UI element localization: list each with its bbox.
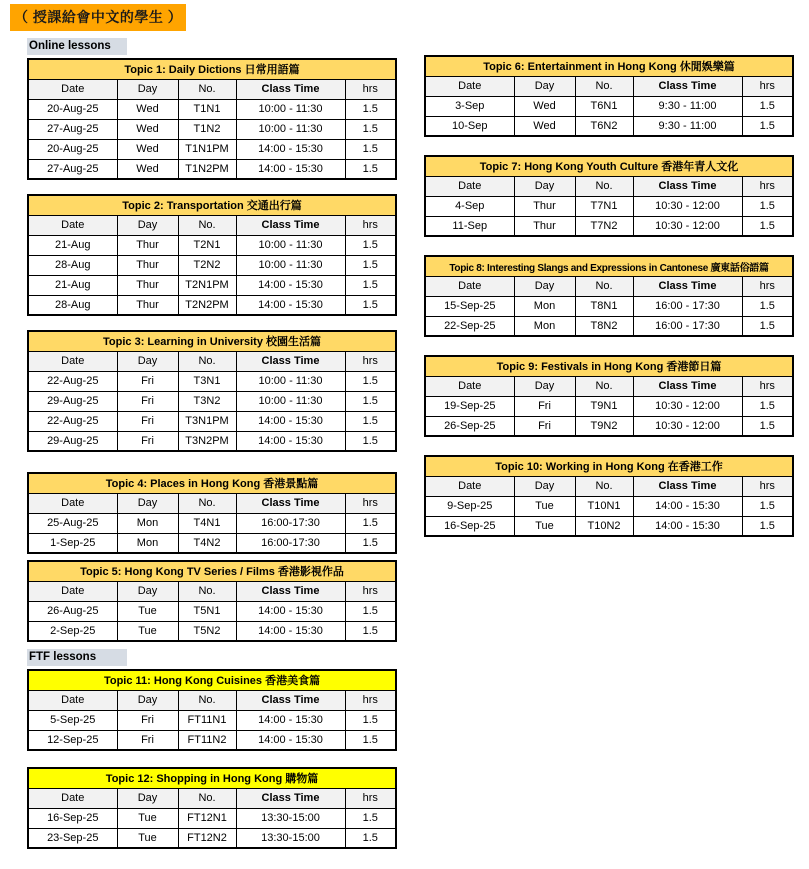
topic-9-colheader-hrs: hrs [742,376,793,396]
topic-4-cell-hrs: 1.5 [345,533,396,553]
topic-1-row [28,119,396,139]
topic-8-colheader-date: Date [425,276,514,296]
topic-2-cell-day: Thur [117,235,178,255]
topic-10-colheader-hrs: hrs [742,476,793,496]
topic-2-cell-no: T2N1 [178,235,236,255]
topic-12-row [28,808,396,828]
topic-9-cell-day: Fri [514,416,575,436]
topic-12-cell-classtime: 13:30-15:00 [236,828,345,848]
online-lessons-label: Online lessons [27,38,127,55]
topic-4-cell-hrs: 1.5 [345,513,396,533]
topic-1-cell-day: Wed [117,119,178,139]
topic-1-cell-date: 20-Aug-25 [28,139,117,159]
topic-6-colheader-no: No. [575,76,633,96]
topic-1-cell-no: T1N1PM [178,139,236,159]
topic-1-cell-date: 27-Aug-25 [28,119,117,139]
topic-3-cell-day: Fri [117,391,178,411]
topic-1-colheader-no: No. [178,79,236,99]
topic-9-cell-classtime: 10:30 - 12:00 [633,416,742,436]
topic-6-cell-no: T6N2 [575,116,633,136]
topic-6-cell-classtime: 9:30 - 11:00 [633,96,742,116]
topic-3-cell-no: T3N2 [178,391,236,411]
topic-9-cell-hrs: 1.5 [742,396,793,416]
topic-5-colheader-hrs: hrs [345,581,396,601]
topic-1-cell-classtime: 14:00 - 15:30 [236,159,345,179]
topic-3-cell-date: 29-Aug-25 [28,431,117,451]
topic-1-cell-day: Wed [117,159,178,179]
topic-5-cell-classtime: 14:00 - 15:30 [236,621,345,641]
topic-2-cell-date: 28-Aug [28,255,117,275]
topic-12-cell-hrs: 1.5 [345,808,396,828]
topic-4-row [28,533,396,553]
topic-8-cell-hrs: 1.5 [742,296,793,316]
topic-1-colheader-classtime: Class Time [236,79,345,99]
topic-10-row [425,496,793,516]
topic-6-cell-date: 3-Sep [425,96,514,116]
topic-3-title: Topic 3: Learning in University 校園生活篇 [28,331,396,351]
topic-5-cell-no: T5N2 [178,621,236,641]
topic-2-cell-no: T2N1PM [178,275,236,295]
topic-12-cell-no: FT12N1 [178,808,236,828]
topic-11-title: Topic 11: Hong Kong Cuisines 香港美食篇 [28,670,396,690]
topic-7-cell-date: 11-Sep [425,216,514,236]
topic-3-colheader-no: No. [178,351,236,371]
topic-3-cell-hrs: 1.5 [345,371,396,391]
topic-9-cell-hrs: 1.5 [742,416,793,436]
topic-2-cell-date: 28-Aug [28,295,117,315]
topic-7-colheader-date: Date [425,176,514,196]
topic-12-cell-date: 23-Sep-25 [28,828,117,848]
topic-3-cell-day: Fri [117,431,178,451]
topic-7-cell-date: 4-Sep [425,196,514,216]
topic-12-colheader-no: No. [178,788,236,808]
topic-10-row [425,516,793,536]
topic-7-cell-no: T7N1 [575,196,633,216]
topic-11-row [28,730,396,750]
topic-3-cell-date: 22-Aug-25 [28,371,117,391]
topic-2-row [28,275,396,295]
topic-6-row [425,116,793,136]
topic-10-colheader-day: Day [514,476,575,496]
topic-2-cell-classtime: 14:00 - 15:30 [236,275,345,295]
topic-2-colheader-no: No. [178,215,236,235]
topic-1-cell-hrs: 1.5 [345,159,396,179]
topic-1-cell-day: Wed [117,99,178,119]
topic-11-cell-date: 5-Sep-25 [28,710,117,730]
topic-1-row [28,99,396,119]
topic-7-colheader-no: No. [575,176,633,196]
ftf-lessons-tables [27,669,395,849]
topic-5-colheader-day: Day [117,581,178,601]
topic-2-cell-date: 21-Aug [28,275,117,295]
topic-12-table [27,767,397,849]
topic-7-colheader-classtime: Class Time [633,176,742,196]
topic-2-cell-hrs: 1.5 [345,255,396,275]
topic-7-colheader-day: Day [514,176,575,196]
topic-12-colheader-classtime: Class Time [236,788,345,808]
topic-4-title: Topic 4: Places in Hong Kong 香港景點篇 [28,473,396,493]
topic-12-cell-no: FT12N2 [178,828,236,848]
topic-3-cell-day: Fri [117,411,178,431]
topic-12-cell-date: 16-Sep-25 [28,808,117,828]
topic-8-colheader-hrs: hrs [742,276,793,296]
topic-2-title: Topic 2: Transportation 交通出行篇 [28,195,396,215]
topic-3-cell-classtime: 10:00 - 11:30 [236,391,345,411]
topic-5-cell-day: Tue [117,601,178,621]
topic-5-title: Topic 5: Hong Kong TV Series / Films 香港影視作品 [28,561,396,581]
topic-10-cell-no: T10N1 [575,496,633,516]
topic-7-cell-classtime: 10:30 - 12:00 [633,216,742,236]
topic-9-cell-no: T9N2 [575,416,633,436]
topic-4-colheader-hrs: hrs [345,493,396,513]
topic-2-colheader-classtime: Class Time [236,215,345,235]
topic-3-colheader-date: Date [28,351,117,371]
topic-1-cell-classtime: 14:00 - 15:30 [236,139,345,159]
topic-2-cell-classtime: 10:00 - 11:30 [236,235,345,255]
topic-8-cell-no: T8N1 [575,296,633,316]
topic-8-cell-day: Mon [514,316,575,336]
topic-1-cell-hrs: 1.5 [345,139,396,159]
topic-11-cell-classtime: 14:00 - 15:30 [236,730,345,750]
topic-3-cell-hrs: 1.5 [345,431,396,451]
topic-8-row [425,316,793,336]
topic-8-cell-date: 15-Sep-25 [425,296,514,316]
topic-11-colheader-classtime: Class Time [236,690,345,710]
topic-2-cell-classtime: 10:00 - 11:30 [236,255,345,275]
topic-3-table [27,330,397,452]
topic-1-cell-no: T1N2PM [178,159,236,179]
topic-4-cell-no: T4N2 [178,533,236,553]
topic-5-row [28,621,396,641]
topic-2-cell-hrs: 1.5 [345,295,396,315]
topic-1-colheader-hrs: hrs [345,79,396,99]
topic-1-cell-hrs: 1.5 [345,99,396,119]
topic-9-colheader-date: Date [425,376,514,396]
topic-5-cell-date: 2-Sep-25 [28,621,117,641]
topic-8-cell-classtime: 16:00 - 17:30 [633,316,742,336]
topic-8-table [424,255,794,337]
topic-7-cell-no: T7N2 [575,216,633,236]
topic-11-cell-date: 12-Sep-25 [28,730,117,750]
topic-9-cell-date: 19-Sep-25 [425,396,514,416]
topic-3-row [28,371,396,391]
topic-6-cell-classtime: 9:30 - 11:00 [633,116,742,136]
topic-4-colheader-no: No. [178,493,236,513]
topic-4-cell-classtime: 16:00-17:30 [236,533,345,553]
topic-12-row [28,828,396,848]
topic-6-cell-no: T6N1 [575,96,633,116]
online-lessons-left-tables [27,58,395,642]
topic-10-cell-hrs: 1.5 [742,516,793,536]
topic-1-row [28,139,396,159]
topic-10-colheader-no: No. [575,476,633,496]
topic-5-table [27,560,397,642]
topic-5-cell-day: Tue [117,621,178,641]
topic-8-cell-day: Mon [514,296,575,316]
topic-11-cell-no: FT11N2 [178,730,236,750]
topic-5-colheader-no: No. [178,581,236,601]
page-title: （ 授課給會中文的學生 ） [10,4,186,31]
topic-10-cell-date: 16-Sep-25 [425,516,514,536]
topic-7-cell-day: Thur [514,196,575,216]
topic-3-cell-hrs: 1.5 [345,391,396,411]
topic-7-row [425,196,793,216]
topic-10-cell-day: Tue [514,496,575,516]
topic-2-colheader-hrs: hrs [345,215,396,235]
topic-6-colheader-hrs: hrs [742,76,793,96]
topic-4-cell-date: 25-Aug-25 [28,513,117,533]
topic-4-cell-date: 1-Sep-25 [28,533,117,553]
topic-2-row [28,255,396,275]
topic-10-cell-date: 9-Sep-25 [425,496,514,516]
topic-1-cell-hrs: 1.5 [345,119,396,139]
topic-11-cell-classtime: 14:00 - 15:30 [236,710,345,730]
topic-3-row [28,411,396,431]
topic-8-cell-no: T8N2 [575,316,633,336]
topic-11-cell-day: Fri [117,730,178,750]
topic-10-colheader-date: Date [425,476,514,496]
topic-5-colheader-date: Date [28,581,117,601]
topic-8-cell-classtime: 16:00 - 17:30 [633,296,742,316]
topic-11-colheader-hrs: hrs [345,690,396,710]
topic-4-colheader-date: Date [28,493,117,513]
topic-9-row [425,416,793,436]
topic-1-cell-day: Wed [117,139,178,159]
topic-8-colheader-day: Day [514,276,575,296]
topic-1-table [27,58,397,180]
topic-3-cell-classtime: 14:00 - 15:30 [236,431,345,451]
topic-12-cell-day: Tue [117,828,178,848]
topic-3-cell-date: 29-Aug-25 [28,391,117,411]
topic-12-cell-classtime: 13:30-15:00 [236,808,345,828]
topic-4-cell-day: Mon [117,513,178,533]
topic-4-cell-day: Mon [117,533,178,553]
topic-2-cell-hrs: 1.5 [345,235,396,255]
topic-2-row [28,235,396,255]
topic-10-colheader-classtime: Class Time [633,476,742,496]
topic-11-colheader-date: Date [28,690,117,710]
topic-2-cell-date: 21-Aug [28,235,117,255]
topic-12-colheader-hrs: hrs [345,788,396,808]
topic-11-colheader-no: No. [178,690,236,710]
topic-11-row [28,710,396,730]
topic-1-colheader-day: Day [117,79,178,99]
topic-6-cell-date: 10-Sep [425,116,514,136]
topic-5-row [28,601,396,621]
topic-7-colheader-hrs: hrs [742,176,793,196]
topic-3-cell-hrs: 1.5 [345,411,396,431]
topic-11-table [27,669,397,751]
topic-9-cell-day: Fri [514,396,575,416]
topic-6-colheader-classtime: Class Time [633,76,742,96]
topic-10-cell-classtime: 14:00 - 15:30 [633,516,742,536]
topic-2-cell-no: T2N2PM [178,295,236,315]
topic-9-colheader-no: No. [575,376,633,396]
topic-7-cell-hrs: 1.5 [742,196,793,216]
topic-12-colheader-date: Date [28,788,117,808]
topic-10-table [424,455,794,537]
topic-3-cell-classtime: 10:00 - 11:30 [236,371,345,391]
topic-5-cell-date: 26-Aug-25 [28,601,117,621]
topic-5-colheader-classtime: Class Time [236,581,345,601]
topic-3-colheader-classtime: Class Time [236,351,345,371]
topic-3-cell-day: Fri [117,371,178,391]
topic-3-cell-no: T3N1 [178,371,236,391]
topic-8-colheader-classtime: Class Time [633,276,742,296]
topic-8-row [425,296,793,316]
topic-12-colheader-day: Day [117,788,178,808]
topic-10-title: Topic 10: Working in Hong Kong 在香港工作 [425,456,793,476]
topic-2-cell-hrs: 1.5 [345,275,396,295]
topic-5-cell-classtime: 14:00 - 15:30 [236,601,345,621]
topic-8-cell-date: 22-Sep-25 [425,316,514,336]
topic-7-cell-classtime: 10:30 - 12:00 [633,196,742,216]
topic-3-colheader-day: Day [117,351,178,371]
topic-1-cell-classtime: 10:00 - 11:30 [236,119,345,139]
topic-7-row [425,216,793,236]
topic-10-cell-day: Tue [514,516,575,536]
topic-6-cell-day: Wed [514,96,575,116]
topic-4-cell-classtime: 16:00-17:30 [236,513,345,533]
topic-7-cell-day: Thur [514,216,575,236]
topic-6-colheader-date: Date [425,76,514,96]
topic-7-title: Topic 7: Hong Kong Youth Culture 香港年青人文化 [425,156,793,176]
topic-2-colheader-date: Date [28,215,117,235]
topic-2-cell-day: Thur [117,275,178,295]
topic-1-cell-date: 27-Aug-25 [28,159,117,179]
topic-1-title: Topic 1: Daily Dictions 日常用語篇 [28,59,396,79]
topic-4-colheader-day: Day [117,493,178,513]
topic-4-cell-no: T4N1 [178,513,236,533]
topic-6-cell-hrs: 1.5 [742,116,793,136]
topic-11-cell-day: Fri [117,710,178,730]
ftf-lessons-label: FTF lessons [27,649,127,666]
topic-9-row [425,396,793,416]
topic-7-cell-hrs: 1.5 [742,216,793,236]
topic-12-title: Topic 12: Shopping in Hong Kong 購物篇 [28,768,396,788]
topic-5-cell-no: T5N1 [178,601,236,621]
topic-10-cell-hrs: 1.5 [742,496,793,516]
topic-3-row [28,391,396,411]
topic-6-colheader-day: Day [514,76,575,96]
topic-7-table [424,155,794,237]
topic-1-cell-no: T1N1 [178,99,236,119]
topic-3-cell-classtime: 14:00 - 15:30 [236,411,345,431]
topic-11-cell-hrs: 1.5 [345,730,396,750]
topic-6-row [425,96,793,116]
topic-2-cell-day: Thur [117,295,178,315]
topic-10-cell-no: T10N2 [575,516,633,536]
topic-6-title: Topic 6: Entertainment in Hong Kong 休閒娛樂篇 [425,56,793,76]
topic-4-colheader-classtime: Class Time [236,493,345,513]
topic-3-cell-date: 22-Aug-25 [28,411,117,431]
topic-1-cell-no: T1N2 [178,119,236,139]
topic-12-cell-day: Tue [117,808,178,828]
topic-9-cell-date: 26-Sep-25 [425,416,514,436]
topic-1-cell-date: 20-Aug-25 [28,99,117,119]
topic-9-title: Topic 9: Festivals in Hong Kong 香港節日篇 [425,356,793,376]
topic-9-cell-no: T9N1 [575,396,633,416]
topic-4-table [27,472,397,554]
topic-8-colheader-no: No. [575,276,633,296]
topic-3-cell-no: T3N1PM [178,411,236,431]
left-column [27,36,395,849]
topic-9-cell-classtime: 10:30 - 12:00 [633,396,742,416]
topic-3-colheader-hrs: hrs [345,351,396,371]
topic-10-cell-classtime: 14:00 - 15:30 [633,496,742,516]
topic-6-cell-hrs: 1.5 [742,96,793,116]
topic-8-cell-hrs: 1.5 [742,316,793,336]
right-column [424,55,792,555]
topic-4-row [28,513,396,533]
topic-11-cell-hrs: 1.5 [345,710,396,730]
topic-2-colheader-day: Day [117,215,178,235]
topic-1-cell-classtime: 10:00 - 11:30 [236,99,345,119]
topic-1-row [28,159,396,179]
topic-3-row [28,431,396,451]
topic-2-cell-classtime: 14:00 - 15:30 [236,295,345,315]
topic-2-row [28,295,396,315]
topic-2-table [27,194,397,316]
topic-1-colheader-date: Date [28,79,117,99]
topic-9-colheader-classtime: Class Time [633,376,742,396]
topic-5-cell-hrs: 1.5 [345,601,396,621]
topic-11-cell-no: FT11N1 [178,710,236,730]
topic-2-cell-no: T2N2 [178,255,236,275]
topic-12-cell-hrs: 1.5 [345,828,396,848]
topic-6-table [424,55,794,137]
topic-11-colheader-day: Day [117,690,178,710]
topic-2-cell-day: Thur [117,255,178,275]
topic-5-cell-hrs: 1.5 [345,621,396,641]
topic-8-title: Topic 8: Interesting Slangs and Expressions in Cantonese 廣東話俗語篇 [425,256,793,276]
topic-9-colheader-day: Day [514,376,575,396]
topic-9-table [424,355,794,437]
topic-3-cell-no: T3N2PM [178,431,236,451]
topic-6-cell-day: Wed [514,116,575,136]
